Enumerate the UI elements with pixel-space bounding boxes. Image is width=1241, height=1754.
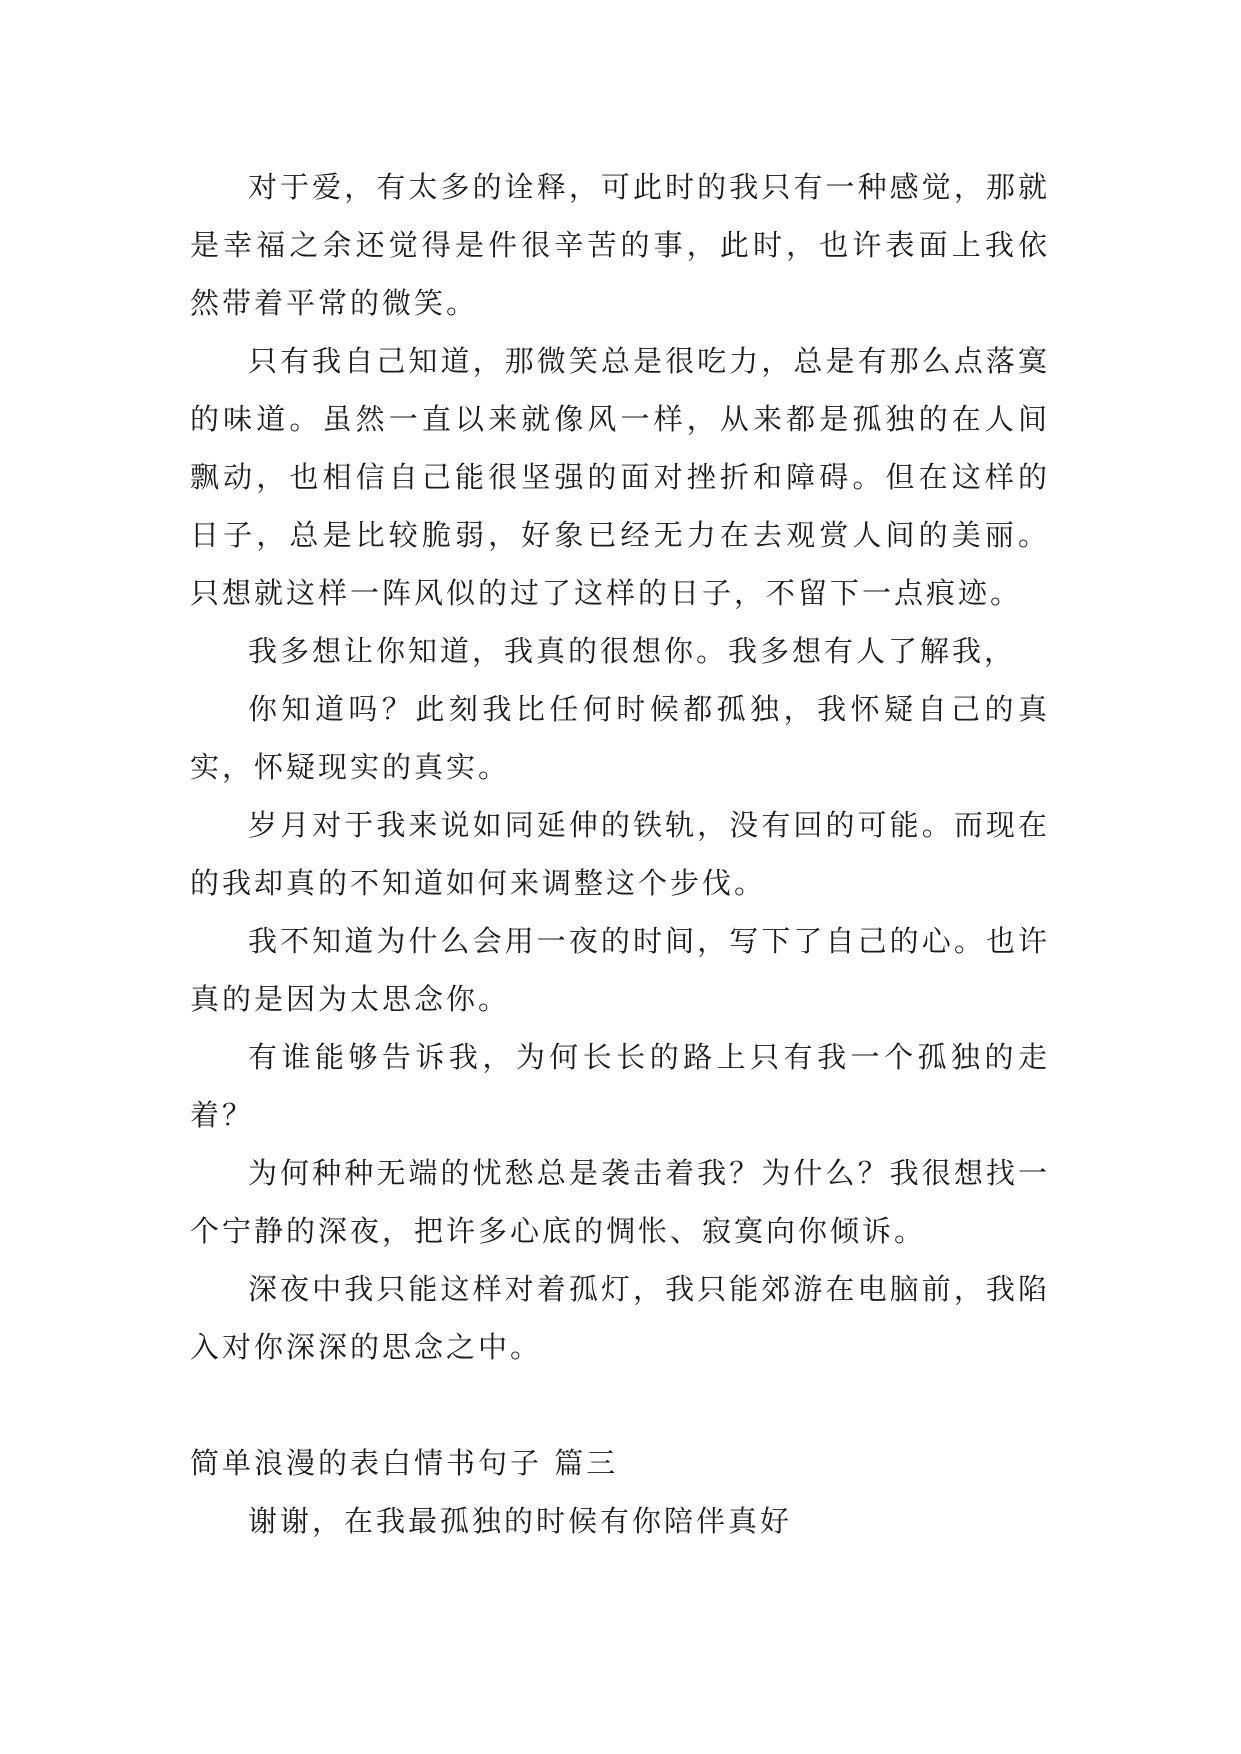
paragraph: 岁月对于我来说如同延伸的铁轨，没有回的可能。而现在的我却真的不知道如何来调整这个步伐。	[190, 808, 1050, 900]
paragraph: 为何种种无端的忧愁总是袭击着我？为什么？我很想找一个宁静的深夜，把许多心底的惆怅、寂寞向你倾诉。	[190, 1156, 1050, 1248]
paragraph: 对于爱，有太多的诠释，可此时的我只有一种感觉，那就是幸福之余还觉得是件很辛苦的事，此时，也许表面上我依然带着平常的微笑。	[190, 170, 1050, 320]
section-heading: 简单浪漫的表白情书句子 篇三	[190, 1446, 619, 1480]
paragraph: 只有我自己知道，那微笑总是很吃力，总是有那么点落寞的味道。虽然一直以来就像风一样，从来都是孤独的在人间飘动，也相信自己能很坚强的面对挫折和障碍。但在这样的日子，总是比较脆弱，好象已经无力在去观赏人间的美丽。只想就这样一阵风似的过了这样的日子，不留下一点痕迹。	[190, 344, 1050, 610]
paragraph: 有谁能够告诉我，为何长长的路上只有我一个孤独的走着？	[190, 1040, 1050, 1132]
paragraph: 你知道吗？此刻我比任何时候都孤独，我怀疑自己的真实，怀疑现实的真实。	[190, 692, 1050, 784]
paragraph: 谢谢，在我最孤独的时候有你陪伴真好	[248, 1504, 793, 1538]
paragraph: 我不知道为什么会用一夜的时间，写下了自己的心。也许真的是因为太思念你。	[190, 924, 1050, 1016]
document-body	[190, 158, 1050, 1550]
paragraph: 深夜中我只能这样对着孤灯，我只能郊游在电脑前，我陷入对你深深的思念之中。	[190, 1272, 1050, 1364]
paragraph: 我多想让你知道，我真的很想你。我多想有人了解我，	[248, 634, 1017, 668]
